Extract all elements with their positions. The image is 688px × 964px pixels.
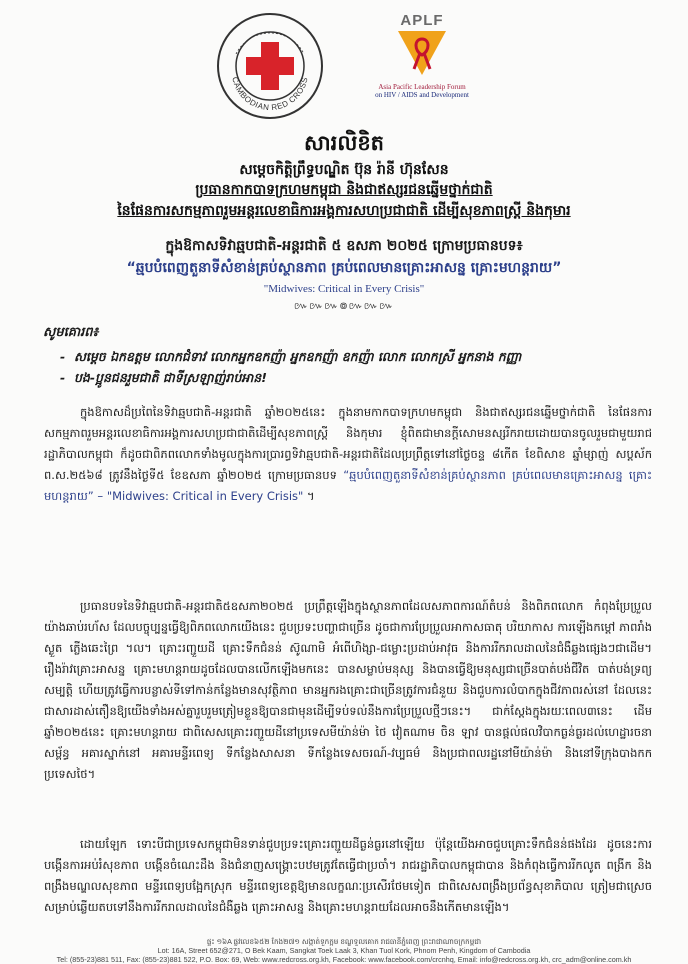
theme-khmer: “ឆ្មបបំពេញតួនាទីសំខាន់គ្រប់ស្ថានភាព គ្រប់ពេលមានគ្រោះអាសន្ន គ្រោះមហន្តរាយ”	[126, 260, 562, 276]
list-item	[60, 367, 660, 388]
crc-ring-text: CAMBODIAN RED CROSS	[230, 76, 310, 113]
aplf-subtitle	[352, 83, 492, 99]
paragraph-3: ដោយឡែក ទោះបីជាប្រទេសកម្ពុជាមិនទាន់ជួបប្រទះគ្រោះរញ្ជួយដីធ្ងន់ធ្ងរនៅឡើយ ប៉ុន្តែយើងអាចជួបគ្រោះទឹកជំនន់ផងដែរ ដូចនេះការបង្កើនការអប់រំសុខភាព បង្កើនចំណេះដឹង និងជំនាញសង្គ្រោះបឋមត្រូវតែធ្វើជាប្រចាំ។ រាជរដ្ឋាភិបាលកម្ពុជាបាន និងកំពុងធ្វើការរីកលូត ពង្រីក និងពង្រឹងមណ្ឌលសុខភាព មន្ទីរពេទ្យបង្អែកស្រុក មន្ទីរពេទ្យខេត្តឱ្យមានលក្ខណៈប្រសើរថែមទៀត ជាពិសេសពង្រឹងប្រព័ន្ធសុខាភិបាល ត្រៀមជាស្រេចសម្រាប់ឆ្លើយតបទៅនឹងការរីករាលដាលនៃជំងឺឆ្លង គ្រោះអាសន្ន និងគ្រោះមហន្តរាយដែលអាចនឹងកើតមានឡើង។	[44, 837, 652, 914]
ornament-divider: ៚៚៚៙៚៚៚	[293, 301, 395, 312]
list-item	[60, 346, 660, 367]
author-role: នៃផែនការសកម្មភាពរួមអន្តរលេខាធិការអង្គការសហប្រជាជាតិ ដើម្បីសុខភាពស្ត្រី និងកុមារ	[117, 203, 571, 219]
paragraph-2: ប្រធានបទនៃទិវាឆ្មបជាតិ-អន្តរជាតិ៥ឧសភា២០២៥ ប្រព្រឹត្តឡើងក្នុងស្ថានភាពដែលសភាពការណ៍តំបន់ និងពិភពលោក កំពុងប្រែប្រួលយ៉ាងឆាប់រហ័ស ដែលបច្ចុប្បន្នធ្វើឱ្យពិភពលោកយើងនេះ ជួបប្រទះបញ្ហាជាច្រើន ដូចជាការប្រែប្រួលអាកាសធាតុ បរិយាកាស ការឡើងកម្តៅ ភាពរាំងស្ងួត ភ្លើងឆេះព្រៃ ។ល។ គ្រោះរញ្ជួយដី គ្រោះទឹកជំនន់ ស៊ូណាមិ អំពើហិង្សា-ជម្លោះប្រដាប់អាវុធ និងការរីករាលដាលនៃជំងឺឆ្លងផ្សេងៗជាដើម។ រឿងរ៉ាវគ្រោះអាសន្ន គ្រោះមហន្តរាយដូចដែលបានលើកឡើងមកនេះ បានសម្លាប់មនុស្ស និងបានធ្វើឱ្យមនុស្សជាច្រើនបាត់បង់ជីវិត បាត់បង់ទ្រព្យសម្បត្តិ ហើយត្រូវធ្វើការបន្លាស់ទីទៅកាន់កន្លែងមានសុវត្ថិភាព មានអ្នករងគ្រោះជាច្រើនត្រូវការជំនួយ និងជួបការលំបាកក្នុងជីវភាពរស់នៅ ដែលនេះជាសារដាស់តឿនឱ្យយើងទាំងអស់គ្នារួបរួមត្រៀមខ្លួនឱ្យបានជាមុនដើម្បីទប់ទល់នឹងការប្រែប្រួលថ្មីៗនេះ។ ជាក់ស្តែងក្នុងរយៈពេល៣នេះ ដើមឆ្នាំ២០២៥នេះ គ្រោះមហន្តរាយ ជាពិសេសគ្រោះរញ្ជួយដីនៅប្រទេសមីយ៉ាន់ម៉ា ថៃ វៀតណាម ចិន ឡាវ បានផ្តល់ផលវិបាកធ្ងន់ធ្ងរដល់ហេដ្ឋារចនាសម្ព័ន្ធ អគារស្នាក់នៅ អគារមន្ទីរពេទ្យ ទីកន្លែងសាសនា ទីកន្លែងទេសចរណ៍-វប្បធម៌ និងប្រជាពលរដ្ឋនៅមីយ៉ាន់ម៉ា និងនៅទីក្រុងបាងកកប្រទេសថៃ។	[44, 599, 652, 781]
red-cross-emblem-icon	[214, 10, 326, 122]
aplf-ribbon-icon	[396, 29, 448, 77]
aplf-line1: Asia Pacific Leadership Forum	[378, 83, 466, 91]
occasion-line: ក្នុងឱកាសទិវាឆ្មបជាតិ-អន្តរជាតិ ៥ ឧសភា ២០២៥ ក្រោមប្រធានបទ៖	[165, 238, 523, 254]
author-position: ប្រធានកាកបាទក្រហមកម្ពុជា និងជាឥស្សរជនឆ្នើមថ្នាក់ជាតិ	[195, 182, 493, 198]
paragraph-1-end: ។	[303, 489, 315, 503]
paragraph-1	[44, 402, 652, 592]
footer-contact: Tel: (855-23)881 511, Fax: (855-23)881 522, P.O. Box: 69, Web: www.redcross.org.kh, Facebook: www.facebook.com/crcnhq, Email: info@redcross.org.kh, crc_adm@online.com.kh	[56, 955, 632, 964]
addressee-list	[60, 346, 660, 388]
letter-title: សារលិខិត	[304, 131, 384, 155]
aplf-logo	[352, 10, 492, 122]
footer-line-khmer: ផ្ទះ ១៦A ផ្លូវលេខ៦៥២ កែង២៧១ សង្កាត់ទួកក្អម ខណ្ឌទួលគោក រាជធានីភ្នំពេញ ព្រះរាជាណាចក្រកម្ពុជា	[206, 937, 482, 946]
theme-quote-khmer: “ឆ្មបបំពេញតួនាទីសំខាន់គ្រប់ស្ថានភាព គ្រប់ពេលមានគ្រោះអាសន្ន គ្រោះមហន្តរាយ”	[44, 468, 652, 503]
aplf-line2: on HIV / AIDS and Development	[375, 91, 469, 99]
footer-line-english: Lot: 16A, Street 652@271, O Bek Kaam, Sangkat Toek Laak 3, Khan Tuol Kork, Phnom Penh, Kingdom of Cambodia	[157, 946, 531, 955]
addressee-text: សម្តេច ឯកឧត្តម លោកជំទាវ លោកអ្នកឧកញ៉ា អ្នកឧកញ៉ា ឧកញ៉ា លោក លោកស្រី អ្នកនាង កញ្ញា	[74, 349, 522, 364]
theme-quote-english: – "Midwives: Critical in Every Crisis"	[97, 489, 304, 503]
greeting: សូមគោរព៖	[43, 325, 99, 340]
author-name: សម្តេចកិត្តិព្រឹទ្ធបណ្ឌិត ប៊ុន រ៉ានី ហ៊ុនសែន	[239, 162, 449, 178]
aplf-acronym: APLF	[400, 12, 444, 29]
paragraph-1-text: ក្នុងឱកាសដ៏ប្រពៃនៃទិវាឆ្មបជាតិ-អន្តរជាតិ ឆ្នាំ២០២៥នេះ ក្នុងនាមកាកបាទក្រហមកម្ពុជា និងជាឥស្សរជនឆ្នើមថ្នាក់ជាតិ នៃផែនការសកម្មភាពរួមអន្តរលេខាធិការអង្គការសហប្រជាជាតិដើម្បីសុខភាពស្ត្រី និងកុមារ ខ្ញុំពិតជាមានក្តីសោមនស្សរីករាយដោយបានចូលរួមជាមួយរាជរដ្ឋាភិបាលកម្ពុជា ក៏ដូចជាពិភពលោកទាំងមូលក្នុងការប្រារព្ធទិវាឆ្មបជាតិ-អន្តរជាតិដែលប្រព្រឹត្តទៅនៅថ្ងៃចន្ទ ៨កើត ខែពិសាខ ឆ្នាំម្សាញ់ សប្តស័ក ព.ស.២៥៦៨ ត្រូវនឹងថ្ងៃទី៥ ខែឧសភា ឆ្នាំ២០២៥ ក្រោមប្រធានបទ	[44, 405, 652, 482]
cambodian-red-cross-logo	[214, 10, 326, 122]
addressee-text: បង-ប្អូនជនរួមជាតិ ជាទីស្រឡាញ់រាប់អាន!	[74, 370, 267, 385]
theme-english: "Midwives: Critical in Every Crisis"	[263, 283, 425, 295]
